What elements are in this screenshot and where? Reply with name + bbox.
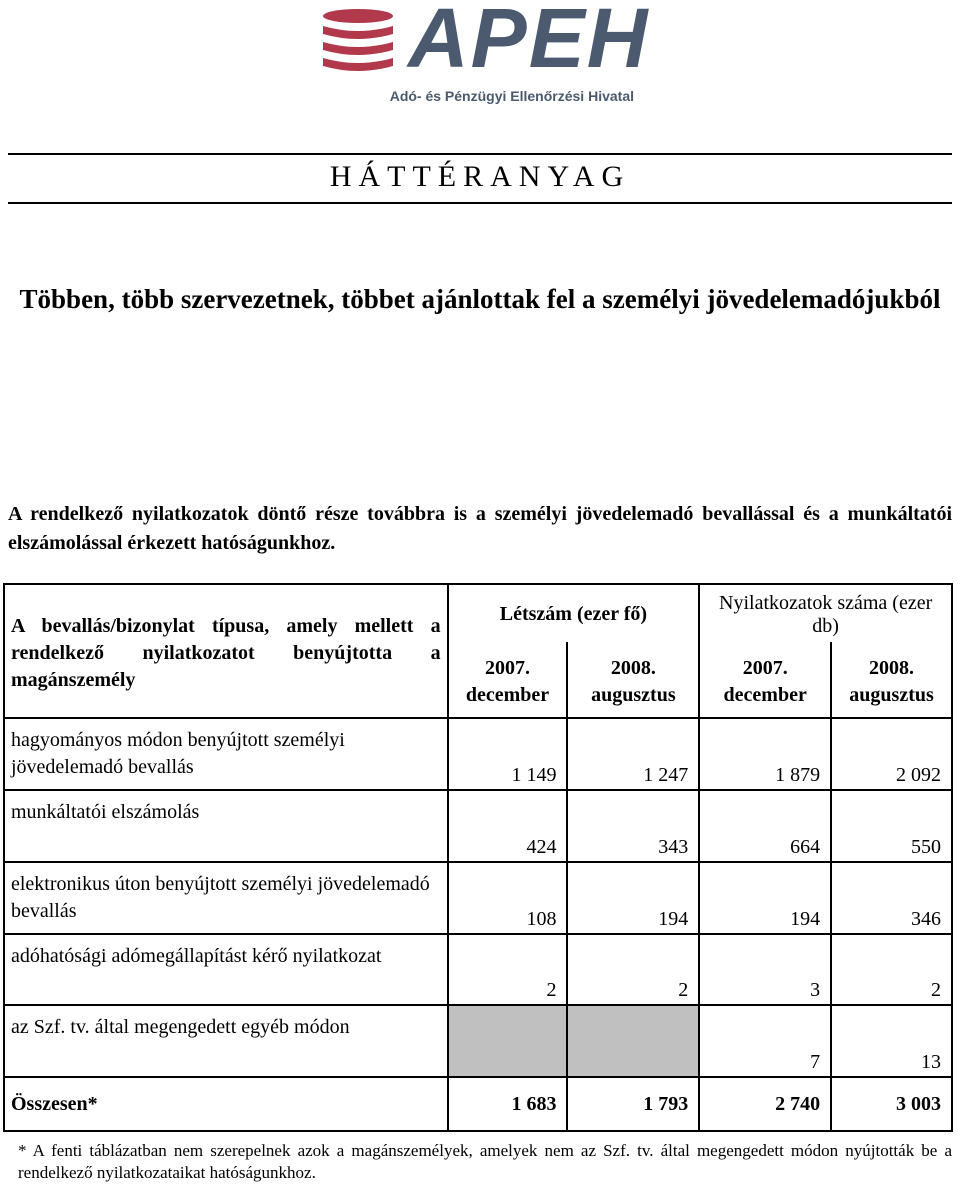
header-sub-2008-aug: 2008. augusztus — [567, 642, 699, 718]
cell-value: 346 — [831, 862, 952, 934]
cell-value: 2 — [567, 934, 699, 1005]
total-value: 3 003 — [831, 1077, 952, 1131]
document-type: HÁTTÉRANYAG — [329, 160, 631, 193]
row-label: elektronikus úton benyújtott személyi jövedelemadó bevallás — [4, 862, 448, 934]
lead-paragraph: A rendelkező nyilatkozatok döntő része továbbra is a személyi jövedelemadó bevallással és a munkáltatói elszámolással érkezett hatóságunkhoz. — [8, 503, 952, 554]
row-label: az Szf. tv. által megengedett egyéb módon — [4, 1005, 448, 1077]
apeh-emblem-icon — [320, 6, 400, 86]
statistics-table — [3, 583, 953, 1132]
cell-value: 664 — [699, 790, 831, 862]
cell-value: 13 — [831, 1005, 952, 1077]
row-label: hagyományos módon benyújtott személyi jövedelemadó bevallás — [4, 718, 448, 790]
header-group-declarations: Nyilatkozatok száma (ezer db) — [699, 584, 952, 642]
cell-value: 2 092 — [831, 718, 952, 790]
logo-wordmark: APEH — [408, 0, 650, 85]
cell-value: 194 — [567, 862, 699, 934]
footnote: * A fenti táblázatban nem szerepelnek azok a magánszemélyek, amelyek nem az Szf. tv. által megengedett módon nyújtották be a rendelkező nyilatkozataikat hatóságunkhoz. — [18, 1141, 952, 1182]
total-value: 1 683 — [448, 1077, 568, 1131]
total-row — [4, 1077, 952, 1131]
cell-value: 550 — [831, 790, 952, 862]
divider-top — [8, 153, 952, 155]
cell-value: 7 — [699, 1005, 831, 1077]
cell-value: 3 — [699, 934, 831, 1005]
total-label: Összesen* — [4, 1077, 448, 1131]
cell-value: 194 — [699, 862, 831, 934]
divider-bottom — [8, 202, 952, 204]
cell-value: 108 — [448, 862, 568, 934]
table-row — [4, 790, 952, 862]
header-description: A bevallás/bizonylat típusa, amely mellett a rendelkező nyilatkozatot benyújtotta a magánszemély — [4, 584, 448, 718]
header-sub-2007-dec: 2007. december — [699, 642, 831, 718]
table-row — [4, 934, 952, 1005]
cell-value: 2 — [448, 934, 568, 1005]
cell-value: 1 879 — [699, 718, 831, 790]
row-label: munkáltatói elszámolás — [4, 790, 448, 862]
cell-value: 2 — [831, 934, 952, 1005]
table-row — [4, 1005, 952, 1077]
cell-empty — [448, 1005, 568, 1077]
cell-value: 1 149 — [448, 718, 568, 790]
cell-empty — [567, 1005, 699, 1077]
cell-value: 1 247 — [567, 718, 699, 790]
header-sub-2007-dec: 2007. december — [448, 642, 568, 718]
table-row — [4, 718, 952, 790]
cell-value: 424 — [448, 790, 568, 862]
logo-subtitle: Adó- és Pénzügyi Ellenőrzési Hivatal — [389, 88, 634, 104]
header-group-headcount: Létszám (ezer fő) — [448, 584, 700, 642]
total-value: 2 740 — [699, 1077, 831, 1131]
header-sub-2008-aug: 2008. augusztus — [831, 642, 952, 718]
table-row — [4, 862, 952, 934]
apeh-logo — [320, 0, 650, 106]
row-label: adóhatósági adómegállapítást kérő nyilatkozat — [4, 934, 448, 1005]
total-value: 1 793 — [567, 1077, 699, 1131]
headline: Többen, több szervezetnek, többet ajánlottak fel a személyi jövedelemadójukból — [19, 284, 941, 314]
cell-value: 343 — [567, 790, 699, 862]
